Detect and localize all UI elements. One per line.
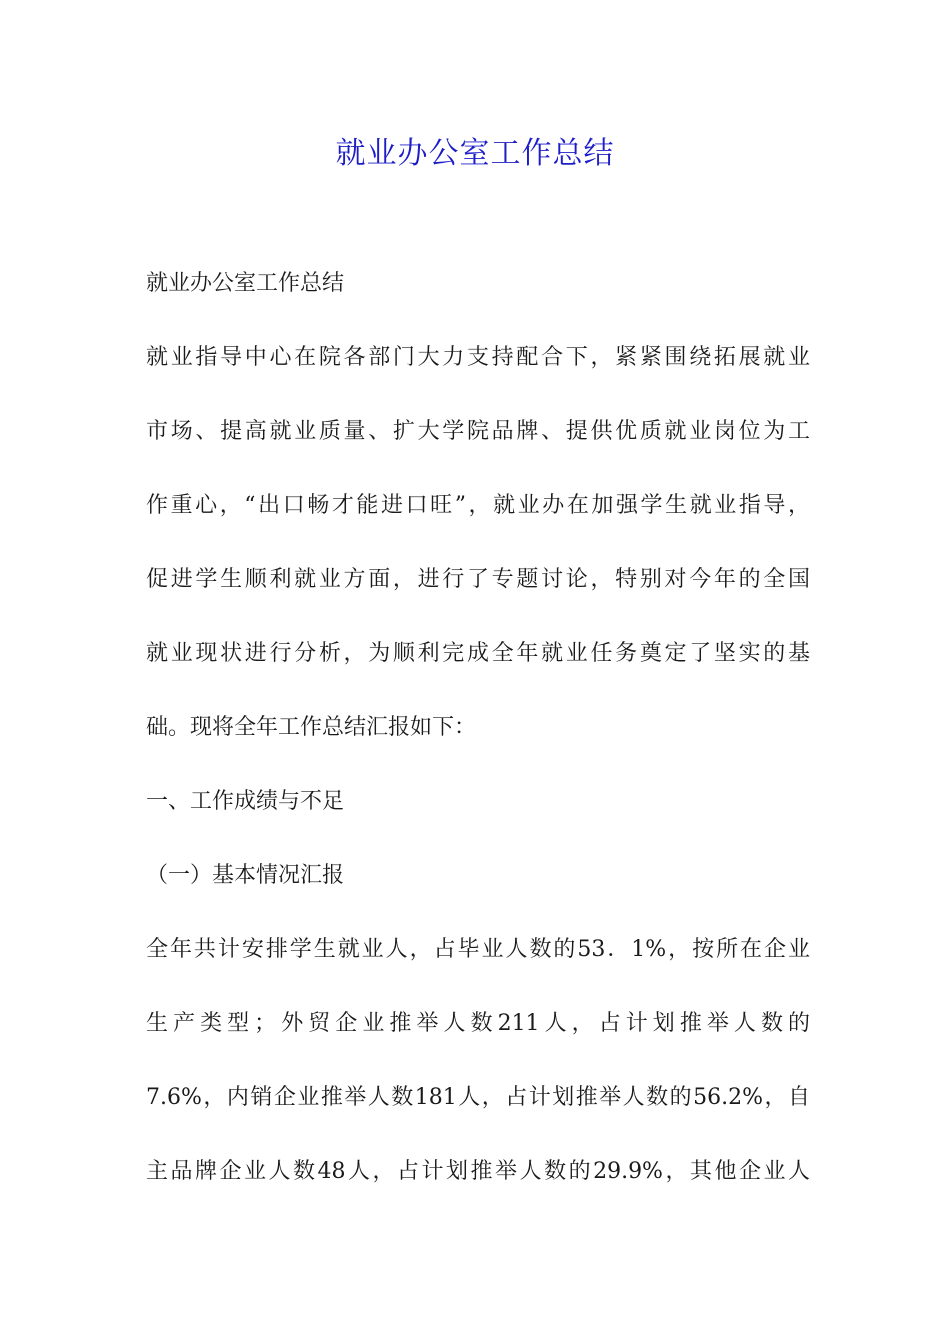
paragraph-line: 7.6%，内销企业推举人数181人，占计划推举人数的56.2%，自 bbox=[146, 1085, 810, 1110]
paragraph-line: 就业指导中心在院各部门大力支持配合下，紧紧围绕拓展就业 bbox=[146, 345, 810, 370]
paragraph-line: 全年共计安排学生就业人，占毕业人数的53．1%，按所在企业 bbox=[146, 937, 810, 962]
paragraph-line: 主品牌企业人数48人，占计划推举人数的29.9%，其他企业人 bbox=[146, 1159, 810, 1184]
section-heading: 一、工作成绩与不足 bbox=[146, 789, 345, 814]
subsection-heading: （一）基本情况汇报 bbox=[146, 863, 345, 888]
paragraph-line: 础。现将全年工作总结汇报如下： bbox=[146, 715, 477, 740]
body-heading: 就业办公室工作总结 bbox=[146, 271, 345, 296]
document-title: 就业办公室工作总结 bbox=[335, 136, 615, 171]
document-body bbox=[146, 262, 810, 1224]
paragraph-line: 市场、提高就业质量、扩大学院品牌、提供优质就业岗位为工 bbox=[146, 419, 810, 444]
paragraph-line: 作重心，“出口畅才能进口旺”，就业办在加强学生就业指导， bbox=[146, 493, 810, 518]
paragraph-line: 就业现状进行分析，为顺利完成全年就业任务奠定了坚实的基 bbox=[146, 641, 810, 666]
paragraph-line: 促进学生顺利就业方面，进行了专题讨论，特别对今年的全国 bbox=[146, 567, 810, 592]
paragraph-line: 生产类型；外贸企业推举人数211人，占计划推举人数的 bbox=[146, 1011, 810, 1036]
